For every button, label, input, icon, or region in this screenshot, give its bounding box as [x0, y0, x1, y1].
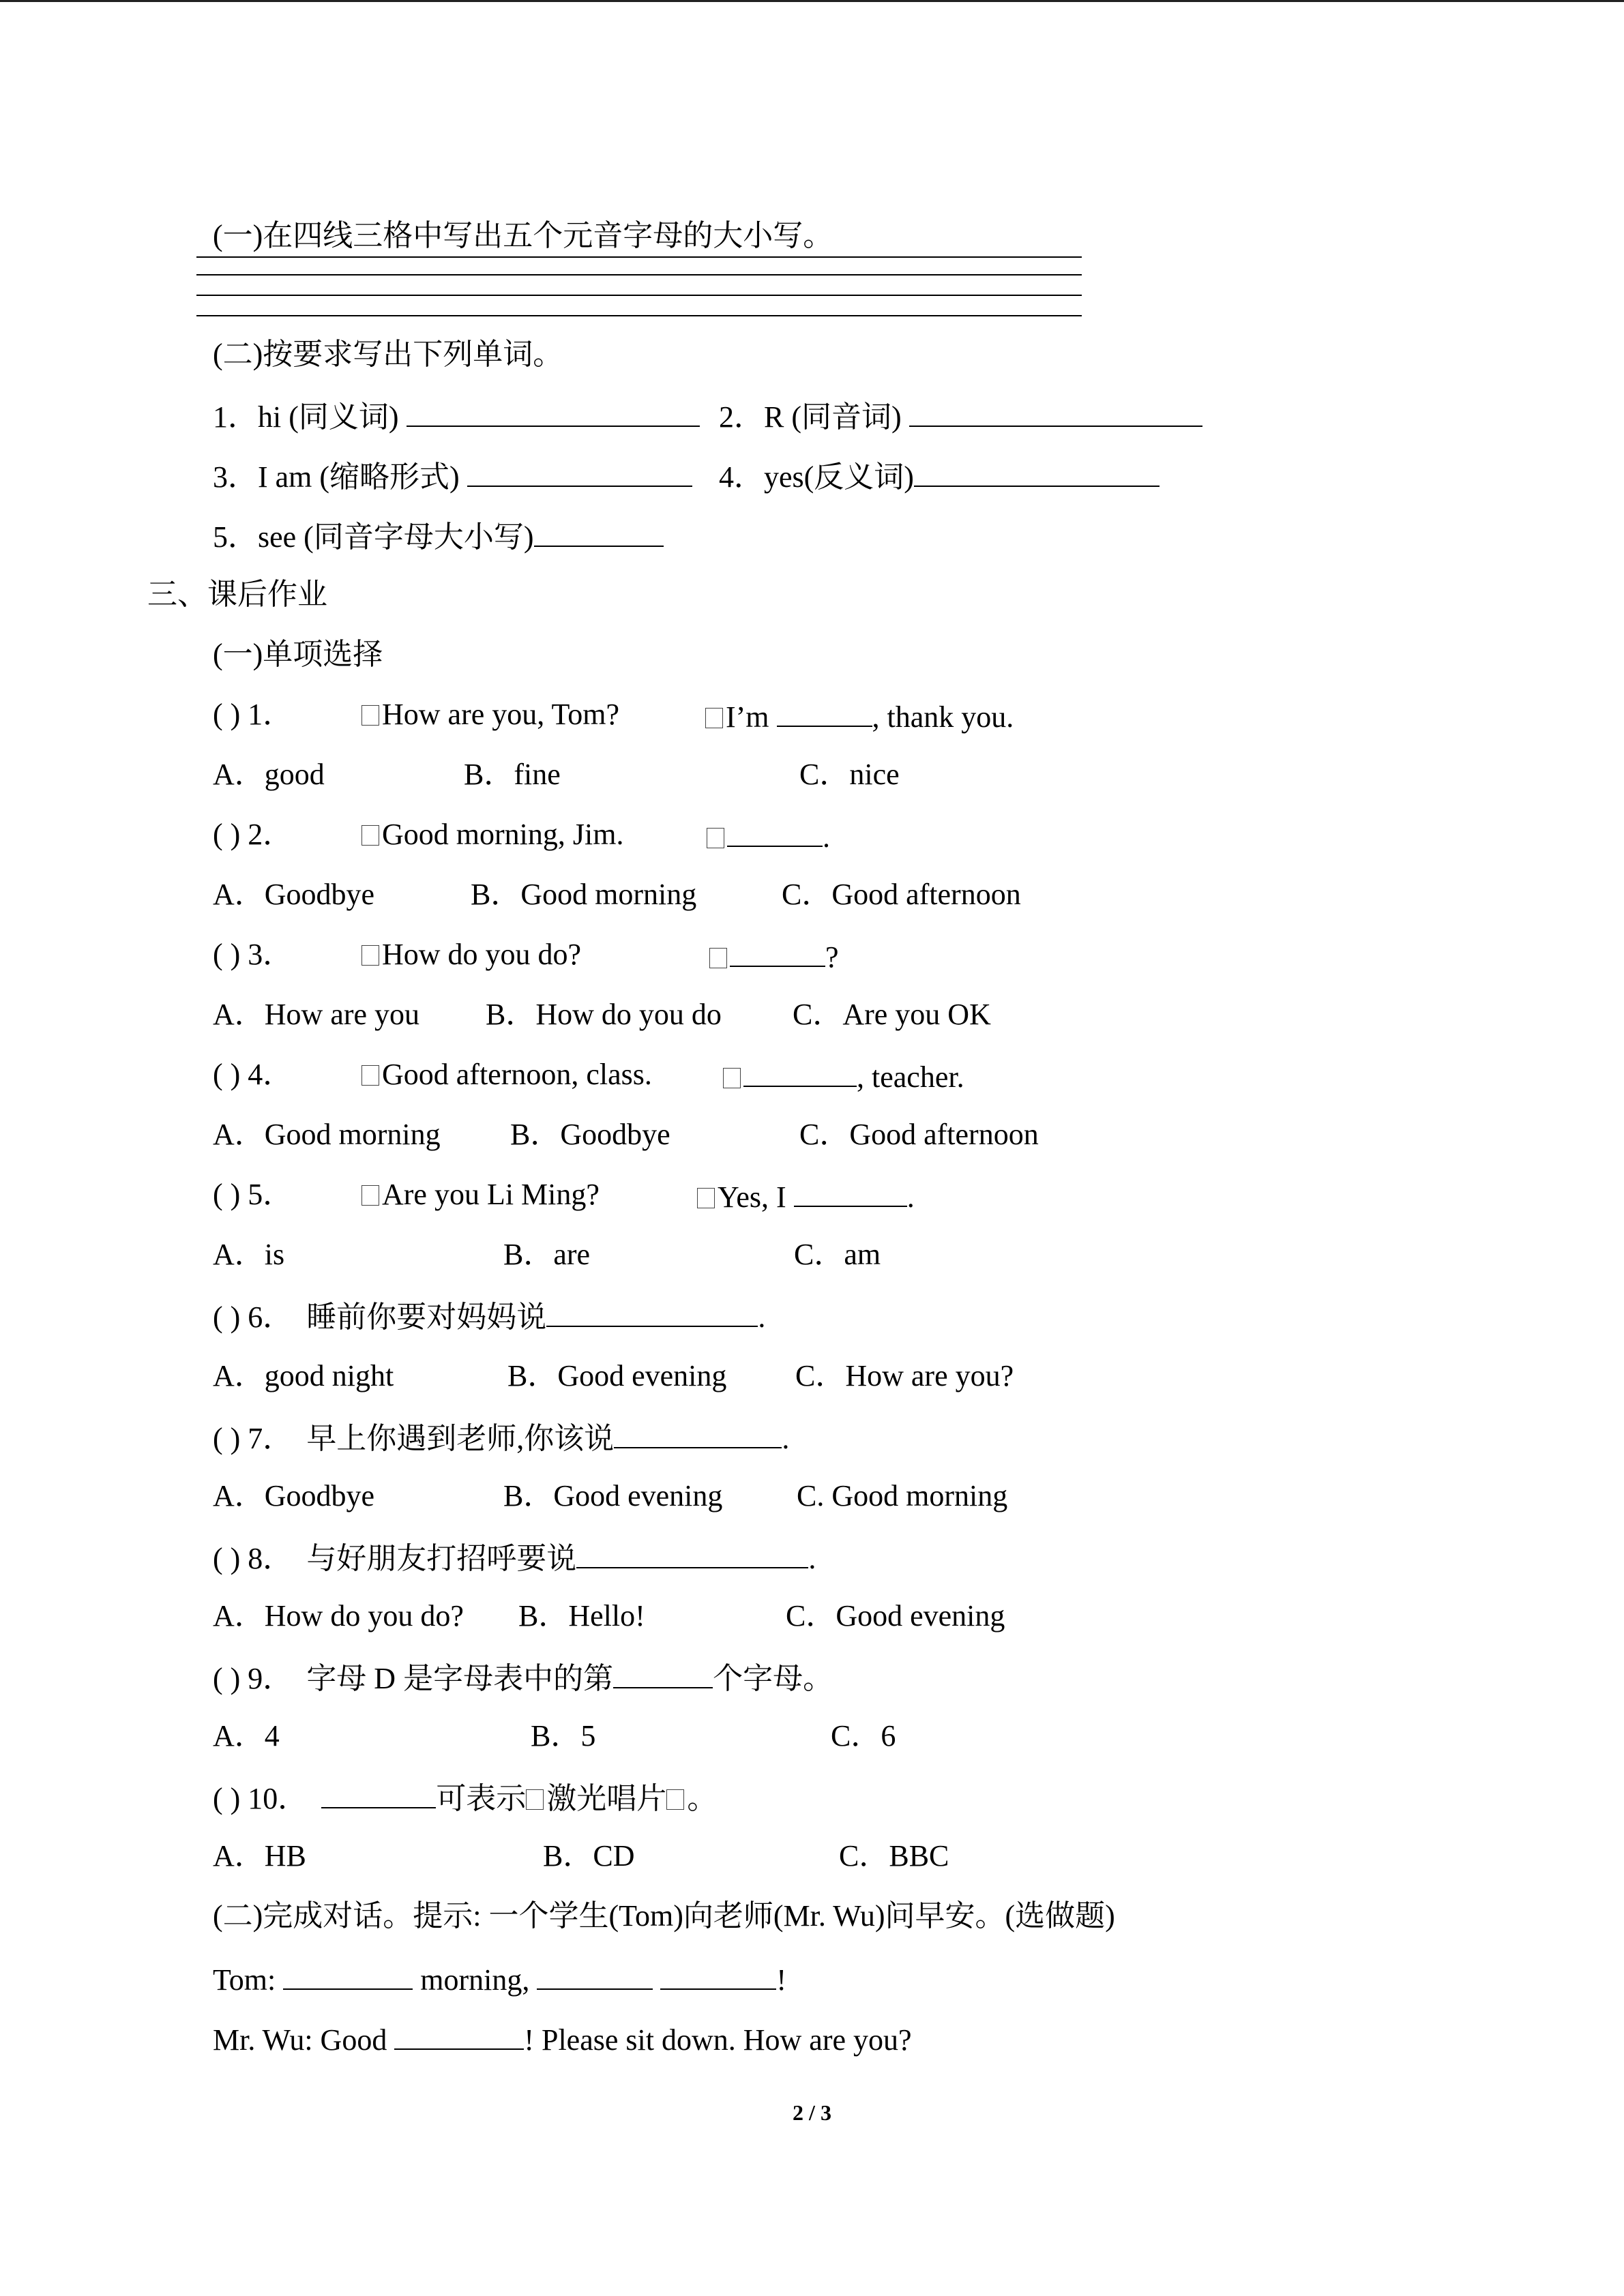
word-item-4: 4．yes(反义词)	[719, 456, 1160, 496]
q5-option-a[interactable]: A．is	[213, 1238, 285, 1271]
placeholder-box-icon	[723, 1068, 741, 1088]
placeholder-box-icon	[361, 825, 379, 846]
q1-option-b[interactable]: B．fine	[464, 758, 561, 791]
q6-option-b[interactable]: B．Good evening	[507, 1359, 727, 1392]
placeholder-box-icon	[666, 1789, 684, 1810]
question-4-prompt: Good afternoon, class.	[361, 1056, 652, 1094]
question-1: ( ) 1．	[213, 698, 293, 731]
q2-option-c[interactable]: C．Good afternoon	[782, 878, 1021, 911]
q10-option-c[interactable]: C．BBC	[839, 1839, 949, 1873]
q9-option-a[interactable]: A．4	[213, 1719, 280, 1753]
placeholder-box-icon	[709, 948, 727, 968]
placeholder-box-icon	[705, 708, 723, 728]
answer-blank[interactable]	[407, 396, 700, 427]
q5-option-b[interactable]: B．are	[503, 1238, 591, 1271]
q2-option-a[interactable]: A．Goodbye	[213, 878, 375, 911]
q4-option-a[interactable]: A．Good morning	[213, 1118, 441, 1151]
q3-option-b[interactable]: B．How do you do	[486, 998, 722, 1031]
q8-option-c[interactable]: C．Good evening	[786, 1599, 1005, 1632]
answer-blank[interactable]	[727, 816, 823, 847]
q7-option-b[interactable]: B．Good evening	[503, 1479, 723, 1512]
question-4-response: , teacher.	[723, 1056, 964, 1097]
q6-option-a[interactable]: A．good night	[213, 1359, 394, 1392]
question-3-prompt: How do you do?	[361, 936, 581, 974]
answer-blank[interactable]	[614, 1417, 782, 1448]
answer-blank[interactable]	[794, 1176, 907, 1207]
answer-blank[interactable]	[730, 936, 825, 967]
question-3-response: ?	[709, 936, 839, 976]
page-number: 2 / 3	[793, 2100, 831, 2125]
answer-blank[interactable]	[321, 1777, 436, 1808]
answer-blank[interactable]	[546, 1296, 758, 1327]
q9-option-c[interactable]: C．6	[831, 1719, 896, 1753]
answer-blank[interactable]	[283, 1958, 413, 1990]
answer-blank[interactable]	[467, 456, 692, 487]
word-item-3: 3．I am (缩略形式)	[213, 456, 692, 496]
section3-part1-title: (一)单项选择	[213, 638, 383, 671]
question-5-response: Yes, I .	[697, 1176, 915, 1217]
q3-option-c[interactable]: C．Are you OK	[793, 998, 991, 1031]
q9-option-b[interactable]: B．5	[531, 1719, 596, 1753]
q1-option-a[interactable]: A．good	[213, 758, 325, 791]
q1-option-c[interactable]: C．nice	[799, 758, 900, 791]
question-10: ( ) 10． 可表示 激光唱片 。	[213, 1777, 717, 1818]
section3-title: 三、课后作业	[147, 578, 327, 611]
answer-blank[interactable]	[914, 456, 1160, 487]
question-7: ( ) 7． 早上你遇到老师,你该说 .	[213, 1417, 789, 1458]
answer-blank[interactable]	[743, 1056, 857, 1087]
question-2-response: .	[707, 816, 830, 856]
word-item-5: 5．see (同音字母大小写)	[213, 516, 664, 556]
q4-option-b[interactable]: B．Goodbye	[510, 1118, 670, 1151]
q7-option-a[interactable]: A．Goodbye	[213, 1479, 375, 1512]
question-9: ( ) 9． 字母 D 是字母表中的第 个字母。	[213, 1657, 833, 1698]
word-item-2: 2．R (同音词)	[719, 396, 1202, 436]
answer-blank[interactable]	[534, 516, 664, 547]
placeholder-box-icon	[361, 945, 379, 966]
section3-part2-title: (二)完成对话。提示: 一个学生(Tom)向老师(Mr. Wu)问早安。(选做题)	[213, 1899, 1115, 1933]
writing-line-4	[196, 315, 1082, 316]
q2-option-b[interactable]: B．Good morning	[471, 878, 697, 911]
q10-option-b[interactable]: B．CD	[543, 1839, 635, 1873]
placeholder-box-icon	[361, 705, 379, 726]
q10-option-a[interactable]: A．HB	[213, 1839, 306, 1873]
q5-option-c[interactable]: C．am	[794, 1238, 881, 1271]
answer-blank[interactable]	[660, 1958, 776, 1990]
dialog-line-wu: Mr. Wu: Good ! Please sit down. How are you?	[213, 2018, 912, 2059]
q8-option-a[interactable]: A．How do you do?	[213, 1599, 464, 1632]
question-1-prompt: How are you, Tom?	[361, 696, 619, 734]
question-1-response: I’m , thank you.	[705, 696, 1014, 736]
question-4: ( ) 4．	[213, 1058, 293, 1091]
answer-blank[interactable]	[613, 1657, 713, 1688]
answer-blank[interactable]	[537, 1958, 653, 1990]
q3-option-a[interactable]: A．How are you	[213, 998, 420, 1031]
question-2-prompt: Good morning, Jim.	[361, 816, 623, 854]
q7-option-c[interactable]: C. Good morning	[797, 1479, 1008, 1512]
part1-title: (一)在四线三格中写出五个元音字母的大小写。	[213, 219, 833, 252]
placeholder-box-icon	[361, 1185, 379, 1206]
answer-blank[interactable]	[777, 696, 872, 727]
answer-blank[interactable]	[394, 2018, 524, 2050]
page-top-border	[0, 0, 1624, 2]
question-6: ( ) 6． 睡前你要对妈妈说 .	[213, 1296, 765, 1337]
placeholder-box-icon	[707, 828, 724, 848]
question-3: ( ) 3．	[213, 938, 293, 971]
dialog-line-tom: Tom: morning, !	[213, 1958, 786, 1999]
writing-line-1	[196, 256, 1082, 258]
placeholder-box-icon	[361, 1065, 379, 1086]
q6-option-c[interactable]: C．How are you?	[795, 1359, 1014, 1392]
question-5: ( ) 5．	[213, 1178, 293, 1211]
question-5-prompt: Are you Li Ming?	[361, 1176, 600, 1214]
q4-option-c[interactable]: C．Good afternoon	[799, 1118, 1039, 1151]
answer-blank[interactable]	[909, 396, 1202, 427]
part2-title: (二)按要求写出下列单词。	[213, 338, 563, 371]
q8-option-b[interactable]: B．Hello!	[518, 1599, 645, 1632]
writing-line-3	[196, 295, 1082, 296]
question-8: ( ) 8． 与好朋友打招呼要说 .	[213, 1537, 816, 1578]
placeholder-box-icon	[526, 1789, 544, 1810]
placeholder-box-icon	[697, 1188, 715, 1208]
writing-line-2	[196, 274, 1082, 275]
answer-blank[interactable]	[576, 1537, 808, 1568]
word-item-1: 1．hi (同义词)	[213, 396, 700, 436]
question-2: ( ) 2．	[213, 818, 293, 851]
